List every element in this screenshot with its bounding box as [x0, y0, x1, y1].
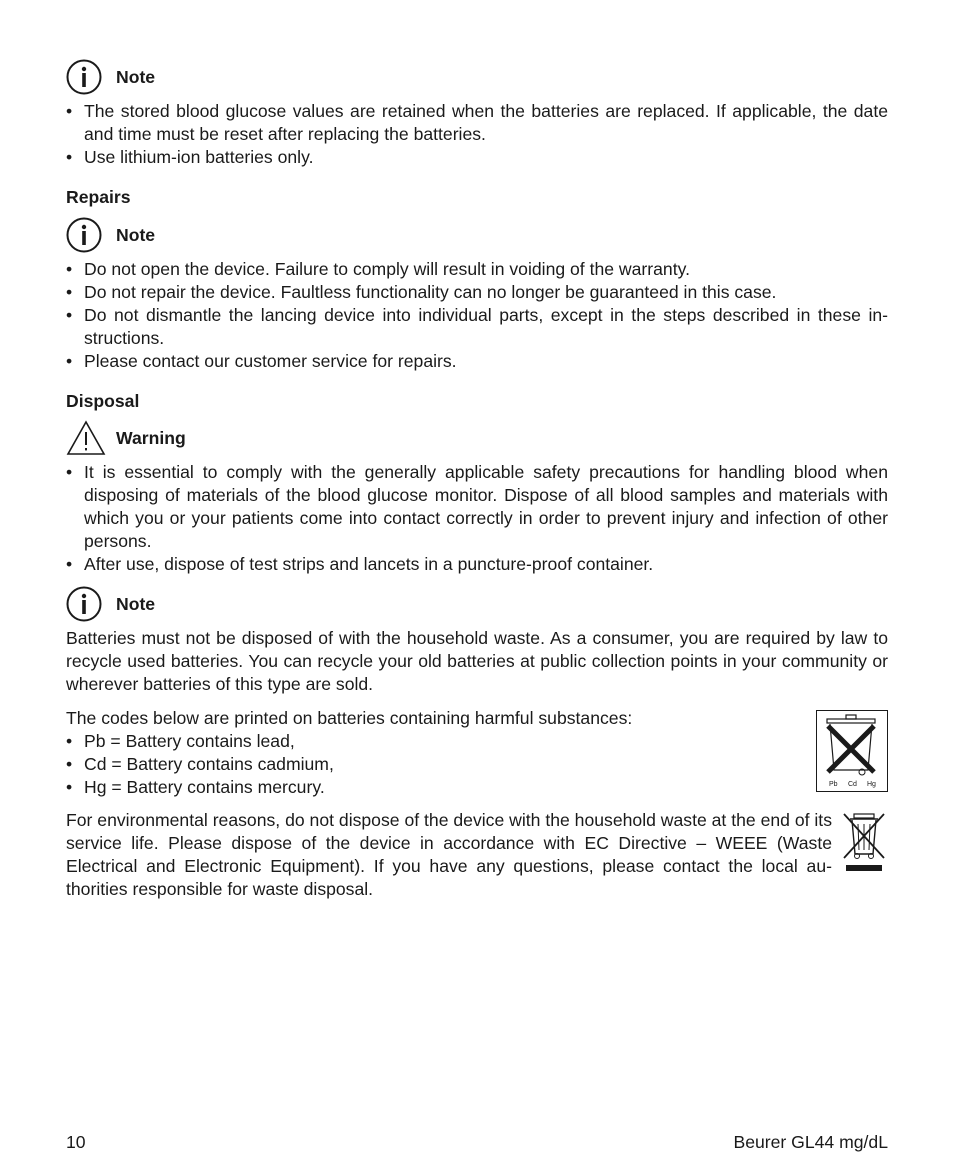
note-header-3: [66, 586, 155, 622]
list-item: • Cd = Battery contains cadmium,: [66, 753, 806, 776]
info-icon: [66, 217, 102, 253]
note-label: Note: [116, 66, 156, 87]
list-item: • After use, dispose of test strips and lancets in a puncture-proof container.: [66, 553, 888, 576]
list-item: • Do not open the device. Failure to comply will result in voiding of the warranty.: [66, 258, 888, 281]
list-item: • Do not dismantle the lancing device into individual parts, except in the steps described in these instructions.: [66, 304, 888, 350]
crossed-bin-weee-icon: [840, 810, 888, 872]
info-icon: [66, 59, 102, 95]
crossed-bin-battery-icon: [816, 710, 888, 792]
batteries-paragraph: Batteries must not be disposed of with the household waste. As a consumer, you are required by law to recycle used batteries. You can recycle your old batteries at public collection points in your community or wherever batteries of this type are sold.: [66, 628, 888, 694]
codes-list: [66, 730, 806, 799]
list-item: • Please contact our customer service for repairs.: [66, 350, 888, 373]
battery-symbol-label: Cd: [848, 781, 857, 788]
warning-bullet-list: [66, 461, 888, 576]
repairs-bullet-list: [66, 258, 888, 373]
warning-triangle-icon: [66, 420, 106, 456]
warning-label: Warning: [116, 427, 186, 448]
page-number: 10: [66, 1132, 86, 1152]
note-header-1: [66, 59, 155, 95]
list-item: • Hg = Battery contains mercury.: [66, 776, 806, 799]
list-item: • The stored blood glucose values are retained when the batteries are replaced. If applicable, the date and time must be reset after replacing the batteries.: [66, 100, 888, 146]
product-name: Beurer GL44 mg/dL: [733, 1132, 888, 1152]
list-item: • It is essential to comply with the generally applicable safety precautions for handling blood when disposing of materials of the blood glucose monitor. Dispose of all blood samples and materials with which you or your patients come into contact correctly in order to prevent injury and infection of other persons.: [66, 461, 888, 553]
warning-header: [66, 420, 186, 456]
list-item: • Use lithium-ion batteries only.: [66, 146, 888, 169]
codes-intro: The codes below are printed on batteries containing harmful substances:: [66, 708, 633, 728]
list-item: • Pb = Battery contains lead,: [66, 730, 806, 753]
note-bullet-list-1: [66, 100, 888, 169]
weee-paragraph: For environmental reasons, do not dispose of the device with the household waste at the end of its service life. Please dispose of the device in accordance with EC Directive – WEEE (Waste Electrical and Electronic Equipment). If you have any questions, please contact the local authorities responsible for waste disposal.: [66, 810, 832, 899]
note-label: Note: [116, 224, 156, 245]
note-label: Note: [116, 593, 156, 614]
repairs-heading: Repairs: [66, 187, 131, 207]
disposal-heading: Disposal: [66, 391, 140, 411]
battery-symbol-label: Pb: [829, 781, 838, 788]
battery-symbol-label: Hg: [867, 781, 876, 788]
info-icon: [66, 586, 102, 622]
list-item: • Do not repair the device. Faultless functionality can no longer be guaranteed in this case.: [66, 281, 888, 304]
note-header-2: [66, 217, 155, 253]
